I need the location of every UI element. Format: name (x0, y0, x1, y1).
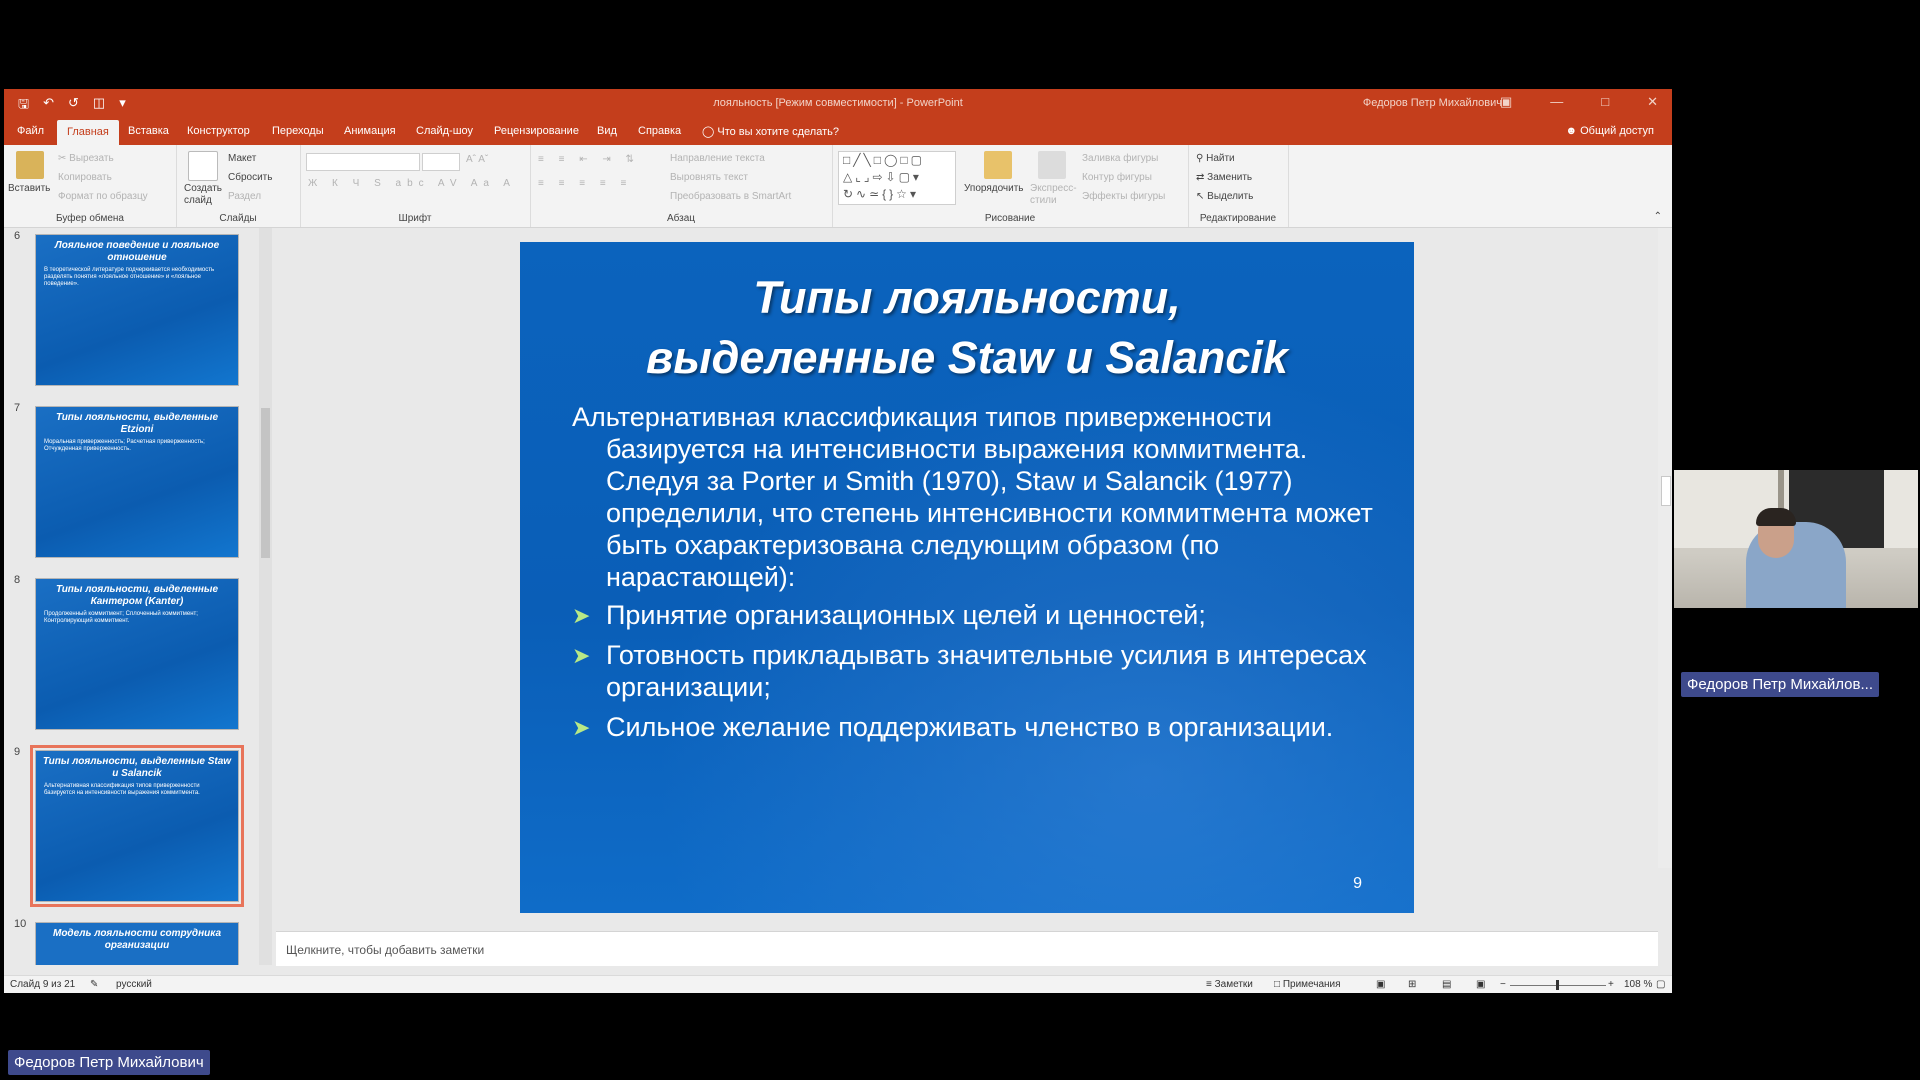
list-icons[interactable]: ≡ ≡ ⇤ ⇥ ⇅ (538, 154, 640, 165)
thumbnail-number: 8 (14, 574, 21, 586)
thumbnail-number: 10 (14, 918, 27, 930)
slide-thumbnail[interactable] (35, 578, 239, 730)
align-icons[interactable]: ≡ ≡ ≡ ≡ ≡ (538, 178, 633, 189)
thumbnail-number: 9 (14, 746, 21, 758)
arrange-icon[interactable] (984, 151, 1012, 179)
font-grow-icon[interactable]: Aˆ Aˇ (466, 154, 489, 165)
lightbulb-icon: ◯ (702, 126, 718, 138)
replace-button[interactable]: ⇄ Заменить (1196, 172, 1253, 183)
fit-to-window-icon[interactable]: ▢ (1656, 979, 1666, 990)
arrow-bullet-icon: ➤ (572, 715, 591, 740)
slide-bullet-list (572, 599, 1382, 743)
thumbnail-text: Продолженный коммитмент; Сплоченный коммитмент; Контролирующий коммитмент. (44, 611, 198, 624)
tab-file[interactable]: Файл (17, 125, 45, 137)
thumbnail-title: Типы лояльности, выделенные Etzioni (55, 412, 219, 435)
redo-icon[interactable]: ↺ (67, 95, 79, 110)
align-text-button[interactable]: Выровнять текст (670, 172, 748, 183)
notes-placeholder: Щелкните, чтобы добавить заметки (286, 943, 485, 957)
status-bar (4, 975, 1672, 993)
find-button[interactable]: ⚲ Найти (1196, 153, 1235, 164)
drawing-group-label: Рисование (984, 213, 1036, 224)
thumbnail-scrollbar[interactable] (259, 228, 272, 965)
slide-scroll-thumb[interactable] (1661, 476, 1671, 506)
font-name-combo[interactable] (306, 153, 420, 171)
collapse-ribbon-icon[interactable]: ⌃ (1653, 211, 1662, 222)
editing-group-label: Редактирование (1199, 213, 1277, 224)
drawing-group (832, 145, 1189, 227)
clipboard-group (4, 145, 177, 227)
thumbnail-number: 7 (14, 402, 21, 414)
layout-button[interactable]: Макет (228, 153, 257, 164)
editing-group (1188, 145, 1289, 227)
arrow-bullet-icon: ➤ (572, 603, 591, 628)
thumbnail-text: Альтернативная классификация типов приверженности базируется на интенсивности выражения коммитмента. (44, 783, 200, 796)
maximize-icon[interactable]: □ (1601, 94, 1610, 109)
clipboard-group-label: Буфер обмена (56, 213, 124, 224)
shape-outline-button[interactable]: Контур фигуры (1082, 172, 1152, 183)
self-name-label: Федоров Петр Михайлович (8, 1050, 210, 1075)
tab-help[interactable]: Справка (638, 125, 682, 137)
slide-title-line: выделенные Staw и Salancik (646, 332, 1288, 383)
shapes-gallery[interactable]: □╱╲□◯□▢ △⌞⌟⇨⇩▢▾ ↻∿≃{}☆▾ (838, 151, 956, 205)
thumbnail-text: Моральная приверженность; Расчетная приверженность; Отчужденная приверженность. (44, 439, 205, 452)
slide-page-number: 9 (1353, 875, 1362, 892)
thumbnail-scroll-thumb[interactable] (261, 408, 270, 558)
thumbnail-title: Типы лояльности, выделенные Кантером (Kanter) (55, 584, 219, 607)
ribbon-tabs (4, 118, 1672, 145)
cursor-icon: ↖ (1196, 191, 1208, 202)
font-format-buttons[interactable]: Ж К Ч S abc AV Aa A (308, 178, 516, 189)
slide-thumbnail-selected[interactable] (35, 750, 239, 902)
ribbon (4, 145, 1672, 228)
shape-effects-button[interactable]: Эффекты фигуры (1082, 191, 1166, 202)
slide-scrollbar[interactable] (1658, 228, 1672, 868)
thumbnail-number: 6 (14, 230, 21, 242)
slideshow-view-icon[interactable]: ▣ (1476, 979, 1486, 990)
paste-icon[interactable] (16, 151, 44, 179)
participant-hair (1756, 508, 1796, 526)
text-direction-button[interactable]: Направление текста (670, 153, 765, 164)
tab-home[interactable]: Главная (57, 120, 119, 145)
notes-pane[interactable] (276, 931, 1658, 966)
format-painter-button[interactable]: Формат по образцу (58, 191, 148, 202)
spellcheck-icon[interactable]: ✎ (90, 979, 99, 990)
tab-insert[interactable]: Вставка (128, 125, 169, 137)
slides-group-label: Слайды (219, 213, 257, 224)
share-button[interactable]: ☻ Общий доступ (1565, 125, 1654, 137)
participant-video[interactable] (1674, 470, 1918, 608)
notes-toggle-button[interactable]: ≡ Заметки (1206, 979, 1253, 990)
zoom-slider-thumb[interactable] (1556, 980, 1559, 990)
thumbnail-title: Модель лояльности сотрудника организации (52, 928, 222, 951)
scissors-icon: ✂ (58, 153, 70, 164)
thumbnail-pane (4, 228, 274, 965)
slide-canvas[interactable] (520, 242, 1414, 913)
close-icon[interactable]: ✕ (1647, 94, 1658, 109)
title-bar (4, 89, 1672, 118)
section-button[interactable]: Раздел (228, 191, 262, 202)
language-indicator[interactable]: русский (116, 979, 152, 990)
font-group (300, 145, 531, 227)
account-name[interactable]: Федоров Петр Михайлович (1362, 97, 1502, 109)
new-slide-icon[interactable] (188, 151, 218, 181)
paragraph-group-label: Абзац (666, 213, 696, 224)
save-icon[interactable]: 🖫 (18, 96, 30, 111)
tab-transitions[interactable]: Переходы (272, 125, 324, 137)
replace-icon: ⇄ (1196, 172, 1208, 183)
reset-button[interactable]: Сбросить (228, 172, 273, 183)
slide-thumbnail[interactable] (35, 922, 239, 965)
participant-name-label: Федоров Петр Михайлов... (1681, 672, 1879, 697)
customize-icon[interactable]: ▾ (119, 95, 126, 110)
notes-icon: ≡ (1206, 979, 1215, 990)
start-presentation-icon[interactable]: ◫ (92, 95, 106, 110)
reading-view-icon[interactable]: ▤ (1442, 979, 1452, 990)
tab-view[interactable]: Вид (597, 125, 617, 137)
comments-toggle-button[interactable]: □ Примечания (1274, 979, 1341, 990)
tell-me-search[interactable]: ◯ Что вы хотите сделать? (702, 126, 839, 138)
quick-styles-button[interactable]: Экспресс-стили (1030, 183, 1077, 206)
new-slide-button[interactable]: Создать слайд (184, 183, 223, 206)
slide-bullet: ➤ Сильное желание поддерживать членство в организации. (572, 712, 1334, 742)
slide-title[interactable] (520, 268, 1414, 388)
slide-thumbnail[interactable] (35, 406, 239, 558)
slide-counter: Слайд 9 из 21 (10, 979, 76, 990)
zoom-level[interactable]: 108 % (1624, 979, 1653, 990)
window-controls (1500, 94, 1658, 110)
ribbon-options-icon[interactable]: ▣ (1499, 94, 1513, 109)
paste-button[interactable]: Вставить (8, 183, 51, 194)
slide-body[interactable] (572, 401, 1382, 751)
zoom-in-icon[interactable]: + (1608, 979, 1614, 990)
cut-button[interactable]: ✂ Вырезать (58, 153, 114, 164)
select-button[interactable]: ↖ Выделить (1196, 191, 1254, 202)
smartart-button[interactable]: Преобразовать в SmartArt (670, 191, 792, 202)
slide-sorter-icon[interactable]: ⊞ (1408, 979, 1417, 990)
person-icon: ☻ (1565, 125, 1581, 137)
paragraph-group (530, 145, 833, 227)
slide-title-line: Типы лояльности, (753, 272, 1181, 323)
font-group-label: Шрифт (398, 213, 432, 224)
tab-slideshow[interactable]: Слайд-шоу (416, 125, 474, 137)
normal-view-icon[interactable]: ▣ (1376, 979, 1386, 990)
font-size-combo[interactable] (422, 153, 460, 171)
thumbnail-title: Лояльное поведение и лояльное отношение (54, 240, 220, 263)
powerpoint-window (4, 89, 1672, 993)
slides-group (176, 145, 301, 227)
magnifier-icon: ⚲ (1196, 153, 1207, 164)
thumbnail-title: Типы лояльности, выделенные Staw и Salancik (42, 756, 232, 779)
slide-bullet: ➤ Готовность прикладывать значительные усилия в интересах организации; (572, 640, 1367, 702)
slide-intro-paragraph: Альтернативная классификация типов приверженности базируется на интенсивности выражения коммитмента. Следуя за Porter и Smith (1970), Staw и Salancik (1977) определили, что степень интенсивности коммитмента может быть охарактеризована следующим образом (по нарастающей): (572, 402, 1373, 592)
tab-animations[interactable]: Анимация (344, 125, 396, 137)
window-title: лояльность [Режим совместимости] - PowerPoint (713, 97, 963, 109)
copy-button[interactable]: Копировать (58, 172, 112, 183)
tab-design[interactable]: Конструктор (187, 125, 250, 137)
slide-bullet: ➤ Принятие организационных целей и ценностей; (572, 600, 1206, 630)
undo-icon[interactable]: ↶ (43, 95, 54, 110)
tab-review[interactable]: Рецензирование (494, 125, 579, 137)
arrow-bullet-icon: ➤ (572, 643, 591, 668)
quick-styles-icon[interactable] (1038, 151, 1066, 179)
minimize-icon[interactable]: — (1550, 94, 1564, 109)
thumbnail-text: В теоретической литературе подчеркивается необходимость разделять понятия «лояльное отношение» и «лояльное поведение». (44, 267, 215, 287)
slide-thumbnail[interactable] (35, 234, 239, 386)
arrange-button[interactable]: Упорядочить (964, 183, 1024, 194)
comment-icon: □ (1274, 979, 1283, 990)
zoom-out-icon[interactable]: − (1500, 979, 1506, 990)
shape-fill-button[interactable]: Заливка фигуры (1082, 153, 1159, 164)
